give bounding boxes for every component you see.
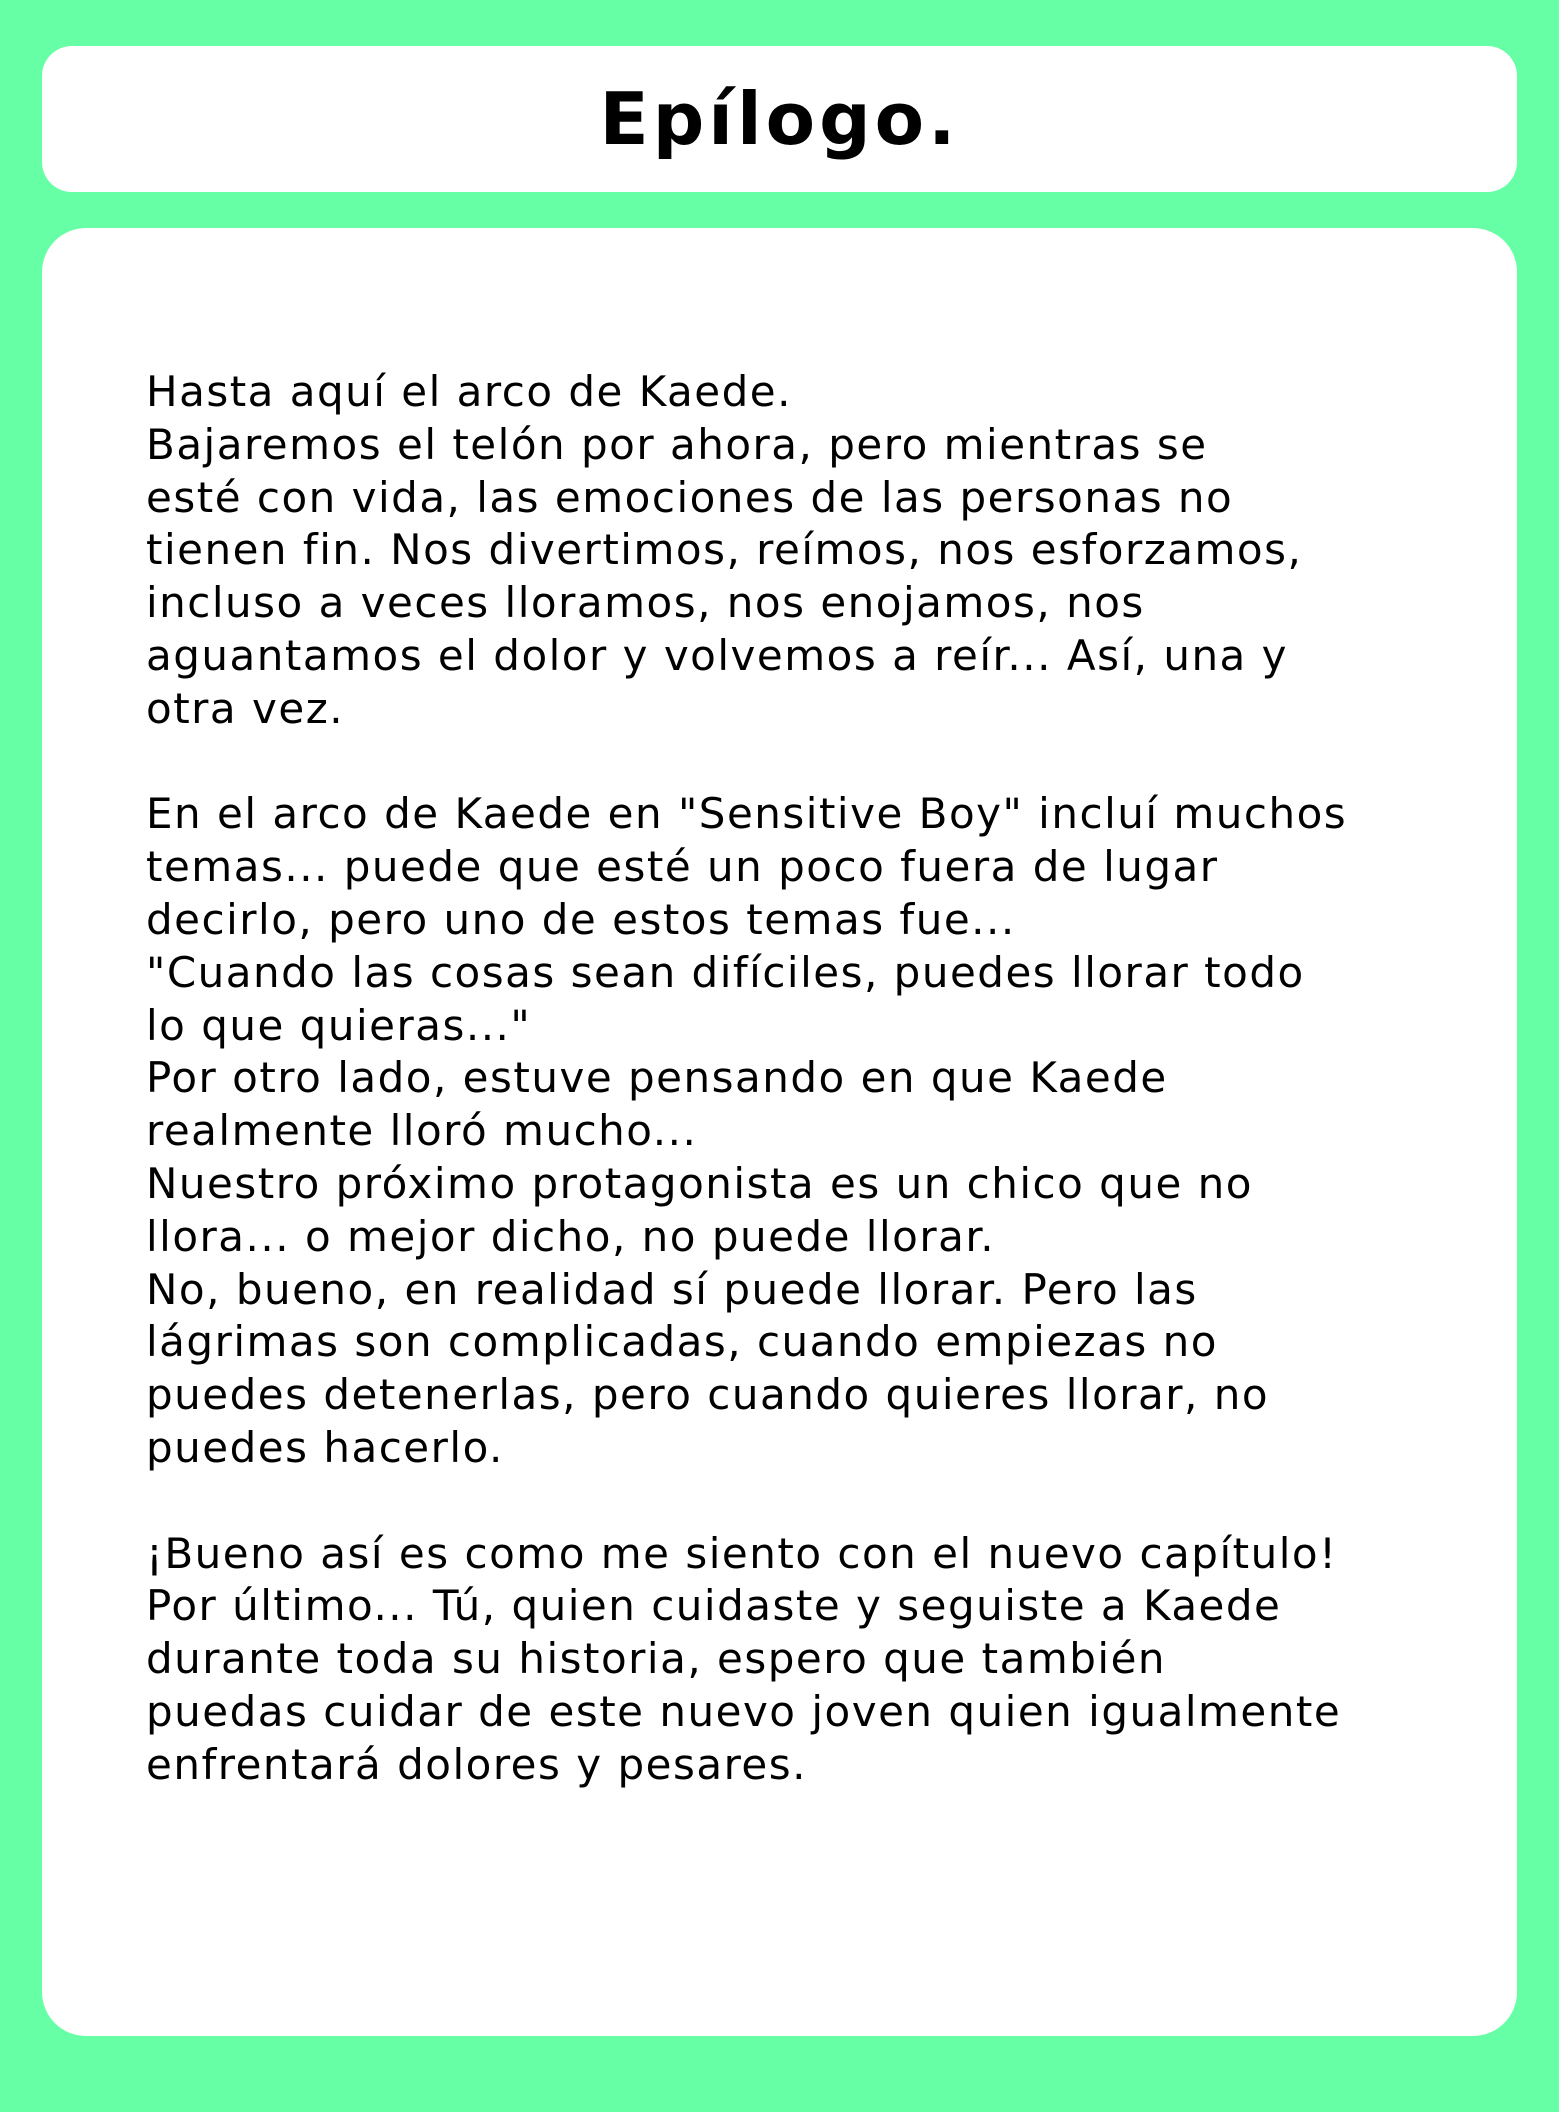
text-line: ¡Bueno así es como me siento con el nuevo capítulo!	[146, 1528, 1338, 1578]
text-line: aguantamos el dolor y volvemos a reír... Así, una y	[146, 630, 1289, 680]
text-line: durante toda su historia, espero que también	[146, 1634, 1167, 1684]
text-line: Hasta aquí el arco de Kaede.	[146, 367, 792, 416]
text-line: lágrimas son complicadas, cuando empiezas no	[146, 1317, 1218, 1367]
text-line: puedes detenerlas, pero cuando quieres llorar, no	[146, 1370, 1270, 1420]
text-line: esté con vida, las emociones de las personas no	[146, 472, 1234, 522]
text-line: tienen fin. Nos divertimos, reímos, nos esforzamos,	[146, 525, 1303, 575]
text-line: Por último... Tú, quien cuidaste y seguiste a Kaede	[146, 1581, 1282, 1631]
text-line: "Cuando las cosas sean difíciles, puedes llorar todo	[146, 947, 1305, 997]
paragraph-1	[146, 366, 1446, 736]
paragraph-3	[146, 1528, 1446, 1792]
text-line: puedes hacerlo.	[146, 1422, 504, 1472]
paragraph-2	[146, 788, 1446, 1474]
text-line: incluso a veces lloramos, nos enojamos, nos	[146, 578, 1145, 628]
text-line: decirlo, pero uno de estos temas fue...	[146, 894, 1016, 944]
text-line: temas... puede que esté un poco fuera de lugar	[146, 842, 1219, 892]
title-panel	[42, 46, 1517, 192]
text-line: realmente lloró mucho...	[146, 1106, 698, 1156]
text-line: Nuestro próximo protagonista es un chico que no	[146, 1158, 1253, 1208]
text-line: Por otro lado, estuve pensando en que Kaede	[146, 1053, 1168, 1103]
text-line: No, bueno, en realidad sí puede llorar. Pero las	[146, 1264, 1198, 1314]
text-line: llora... o mejor dicho, no puede llorar.	[146, 1211, 996, 1261]
epilogue-text	[146, 366, 1446, 1792]
text-line: otra vez.	[146, 683, 345, 733]
text-line: puedas cuidar de este nuevo joven quien igualmente	[146, 1686, 1342, 1736]
text-line: lo que quieras..."	[146, 1000, 532, 1050]
text-line: enfrentará dolores y pesares.	[146, 1739, 807, 1789]
text-line: Bajaremos el telón por ahora, pero mientras se	[146, 419, 1208, 469]
page-title: Epílogo.	[599, 77, 960, 161]
text-line: En el arco de Kaede en "Sensitive Boy" incluí muchos	[146, 789, 1348, 839]
